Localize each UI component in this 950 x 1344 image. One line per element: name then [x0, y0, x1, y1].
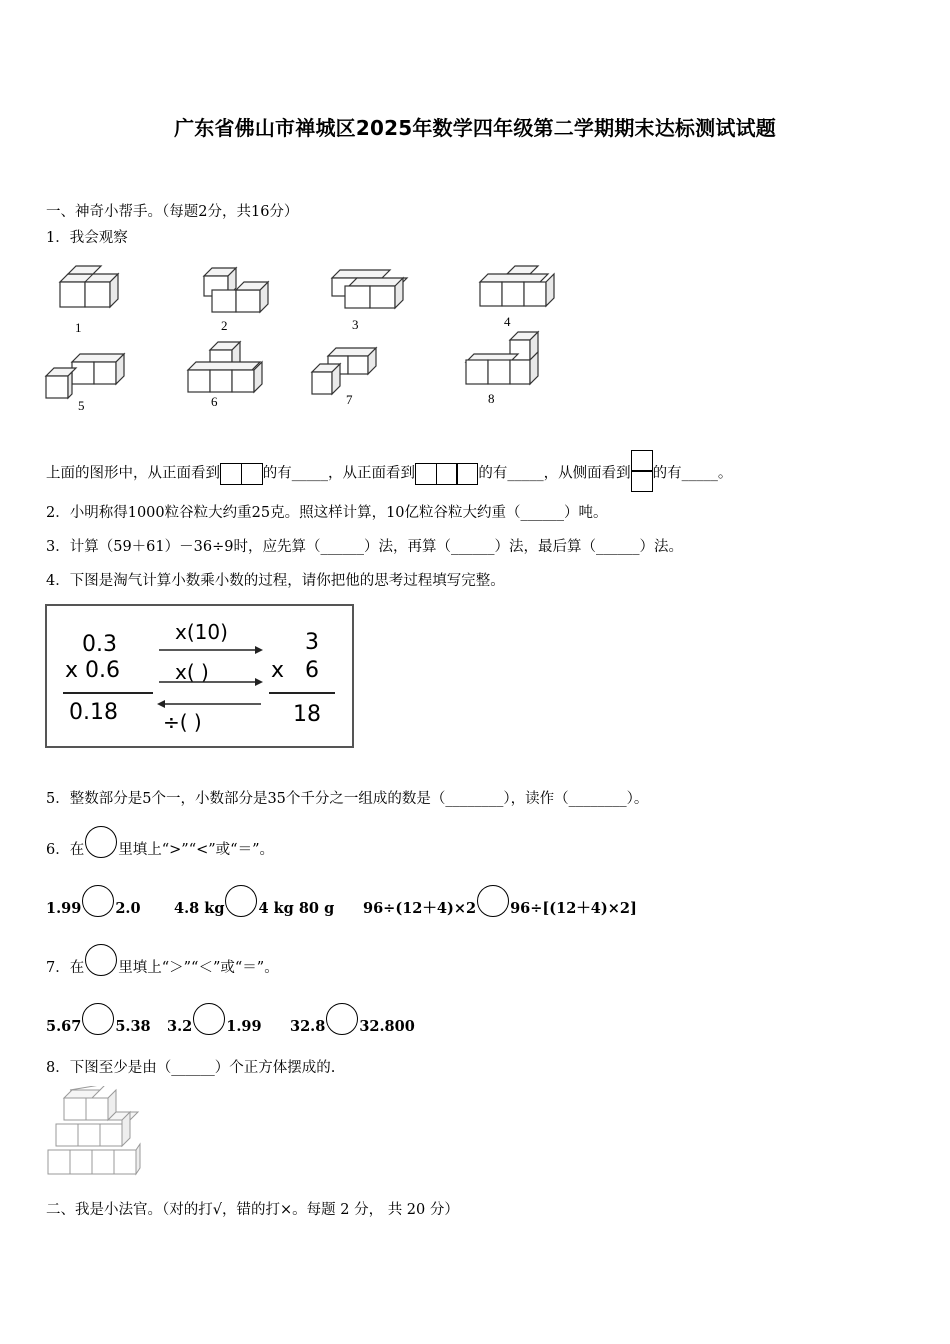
q2-text: 2．小明称得1000粒谷粒大约重25克。照这样计算，10亿粒谷粒大约重（______）吨。	[46, 505, 608, 521]
figure-label-8: 8	[488, 391, 495, 406]
calc-arrow-top-label: x(10)	[175, 620, 228, 644]
figure-label-3: 3	[352, 317, 359, 332]
q8-cube-stack	[44, 1086, 144, 1182]
q1-label: 1．我会观察	[46, 230, 128, 246]
q1-text-part2: 的有_____，从正面看到	[262, 465, 415, 482]
q7-item-3-right: 32.800	[359, 1018, 415, 1035]
q7-item-3	[290, 1011, 415, 1043]
cube-figure-5	[46, 354, 124, 398]
q6-instruction	[46, 834, 274, 866]
q6-item-3-right: 96÷[(12＋4)×2]	[510, 900, 637, 917]
calc-right-mid: x 6	[271, 658, 319, 683]
q6-item-3-left: 96÷(12＋4)×2	[363, 900, 477, 917]
q6-item-3	[363, 893, 637, 925]
q6-item-2-answer-circle[interactable]	[225, 885, 257, 917]
q6-item-1-right: 2.0	[115, 900, 141, 917]
calc-arrow-bottom-label: ÷( )	[163, 710, 202, 734]
q7-item-2-left: 3.2	[167, 1018, 193, 1035]
cube-figure-4	[480, 266, 554, 306]
figure-label-6: 6	[211, 394, 218, 409]
section-2-heading: 二、我是小法官。（对的打√，错的打×。每题 2 分， 共 20 分）	[46, 1202, 459, 1218]
q7-text-a: 7．在	[46, 960, 85, 976]
q1-text-part1: 上面的图形中，从正面看到	[46, 465, 220, 482]
cube-figure-2	[204, 268, 268, 312]
q7-item-2-right: 1.99	[226, 1018, 262, 1035]
calc-left-line	[63, 692, 153, 694]
q1-text-part3: 的有_____，从侧面看到	[478, 465, 631, 482]
cube-figure-3	[332, 270, 407, 308]
q7-item-3-left: 32.8	[290, 1018, 326, 1035]
page-title: 广东省佛山市禅城区2025年数学四年级第二学期期末达标测试试题	[174, 116, 776, 140]
q8-text: 8．下图至少是由（______）个正方体摆成的.	[46, 1060, 336, 1076]
q7-instruction	[46, 952, 279, 984]
q6-item-1-left: 1.99	[46, 900, 82, 917]
q7-item-2	[167, 1011, 262, 1043]
q6-text-b: 里填上“>”“<”或“＝”。	[118, 842, 275, 858]
calc-arrows	[155, 644, 265, 714]
cube-figure-1	[60, 266, 118, 307]
cube-figure-7	[312, 348, 376, 394]
q4-text: 4．下图是淘气计算小数乘小数的过程，请你把他的思考过程填写完整。	[46, 573, 505, 589]
q6-item-2	[174, 893, 334, 925]
section-1-heading: 一、神奇小帮手。（每题2分，共16分）	[46, 204, 299, 220]
front-view-two-squares	[220, 463, 263, 485]
side-view-two-squares	[631, 451, 653, 492]
q7-item-2-answer-circle[interactable]	[193, 1003, 225, 1035]
calc-right-top: 3	[305, 630, 319, 655]
q1-question-line	[46, 453, 732, 494]
calc-right-result: 18	[293, 702, 321, 727]
figure-label-7: 7	[346, 392, 353, 407]
calc-left-result: 0.18	[69, 700, 118, 725]
cube-figure-6	[188, 342, 262, 392]
q7-item-1-right: 5.38	[115, 1018, 151, 1035]
q7-item-3-answer-circle[interactable]	[326, 1003, 358, 1035]
figure-label-4: 4	[504, 314, 511, 329]
q6-item-2-right: 4 kg 80 g	[258, 900, 335, 917]
q1-cube-figures	[40, 262, 580, 422]
front-view-three-squares	[415, 463, 478, 485]
figure-label-1: 1	[75, 320, 82, 335]
calc-left-top: 0.3	[82, 632, 117, 657]
q6-item-1	[46, 893, 141, 925]
q6-text-a: 6．在	[46, 842, 85, 858]
q1-text-part4: 的有_____。	[652, 465, 733, 482]
q6-item-1-answer-circle[interactable]	[82, 885, 114, 917]
q7-item-1-answer-circle[interactable]	[82, 1003, 114, 1035]
q6-item-3-answer-circle[interactable]	[477, 885, 509, 917]
figure-label-5: 5	[78, 398, 85, 413]
calc-arrow-mid-label: x( )	[175, 660, 209, 684]
q5-text: 5．整数部分是5个一，小数部分是35个千分之一组成的数是（________），读作（________）。	[46, 791, 649, 807]
q7-item-1-left: 5.67	[46, 1018, 82, 1035]
circle-blank-icon	[85, 826, 117, 858]
q7-item-1	[46, 1011, 151, 1043]
q6-item-2-left: 4.8 kg	[174, 900, 225, 917]
calc-left-mid: x 0.6	[65, 658, 120, 683]
figure-label-2: 2	[221, 318, 228, 333]
q4-calculation-figure	[45, 604, 354, 748]
q3-text: 3．计算（59＋61）－36÷9时，应先算（______）法，再算（______）法，最后算（______）法。	[46, 539, 683, 555]
circle-blank-icon	[85, 944, 117, 976]
cube-figure-8	[466, 332, 538, 384]
q7-text-b: 里填上“＞”“＜”或“＝”。	[118, 960, 279, 976]
calc-right-line	[269, 692, 335, 694]
